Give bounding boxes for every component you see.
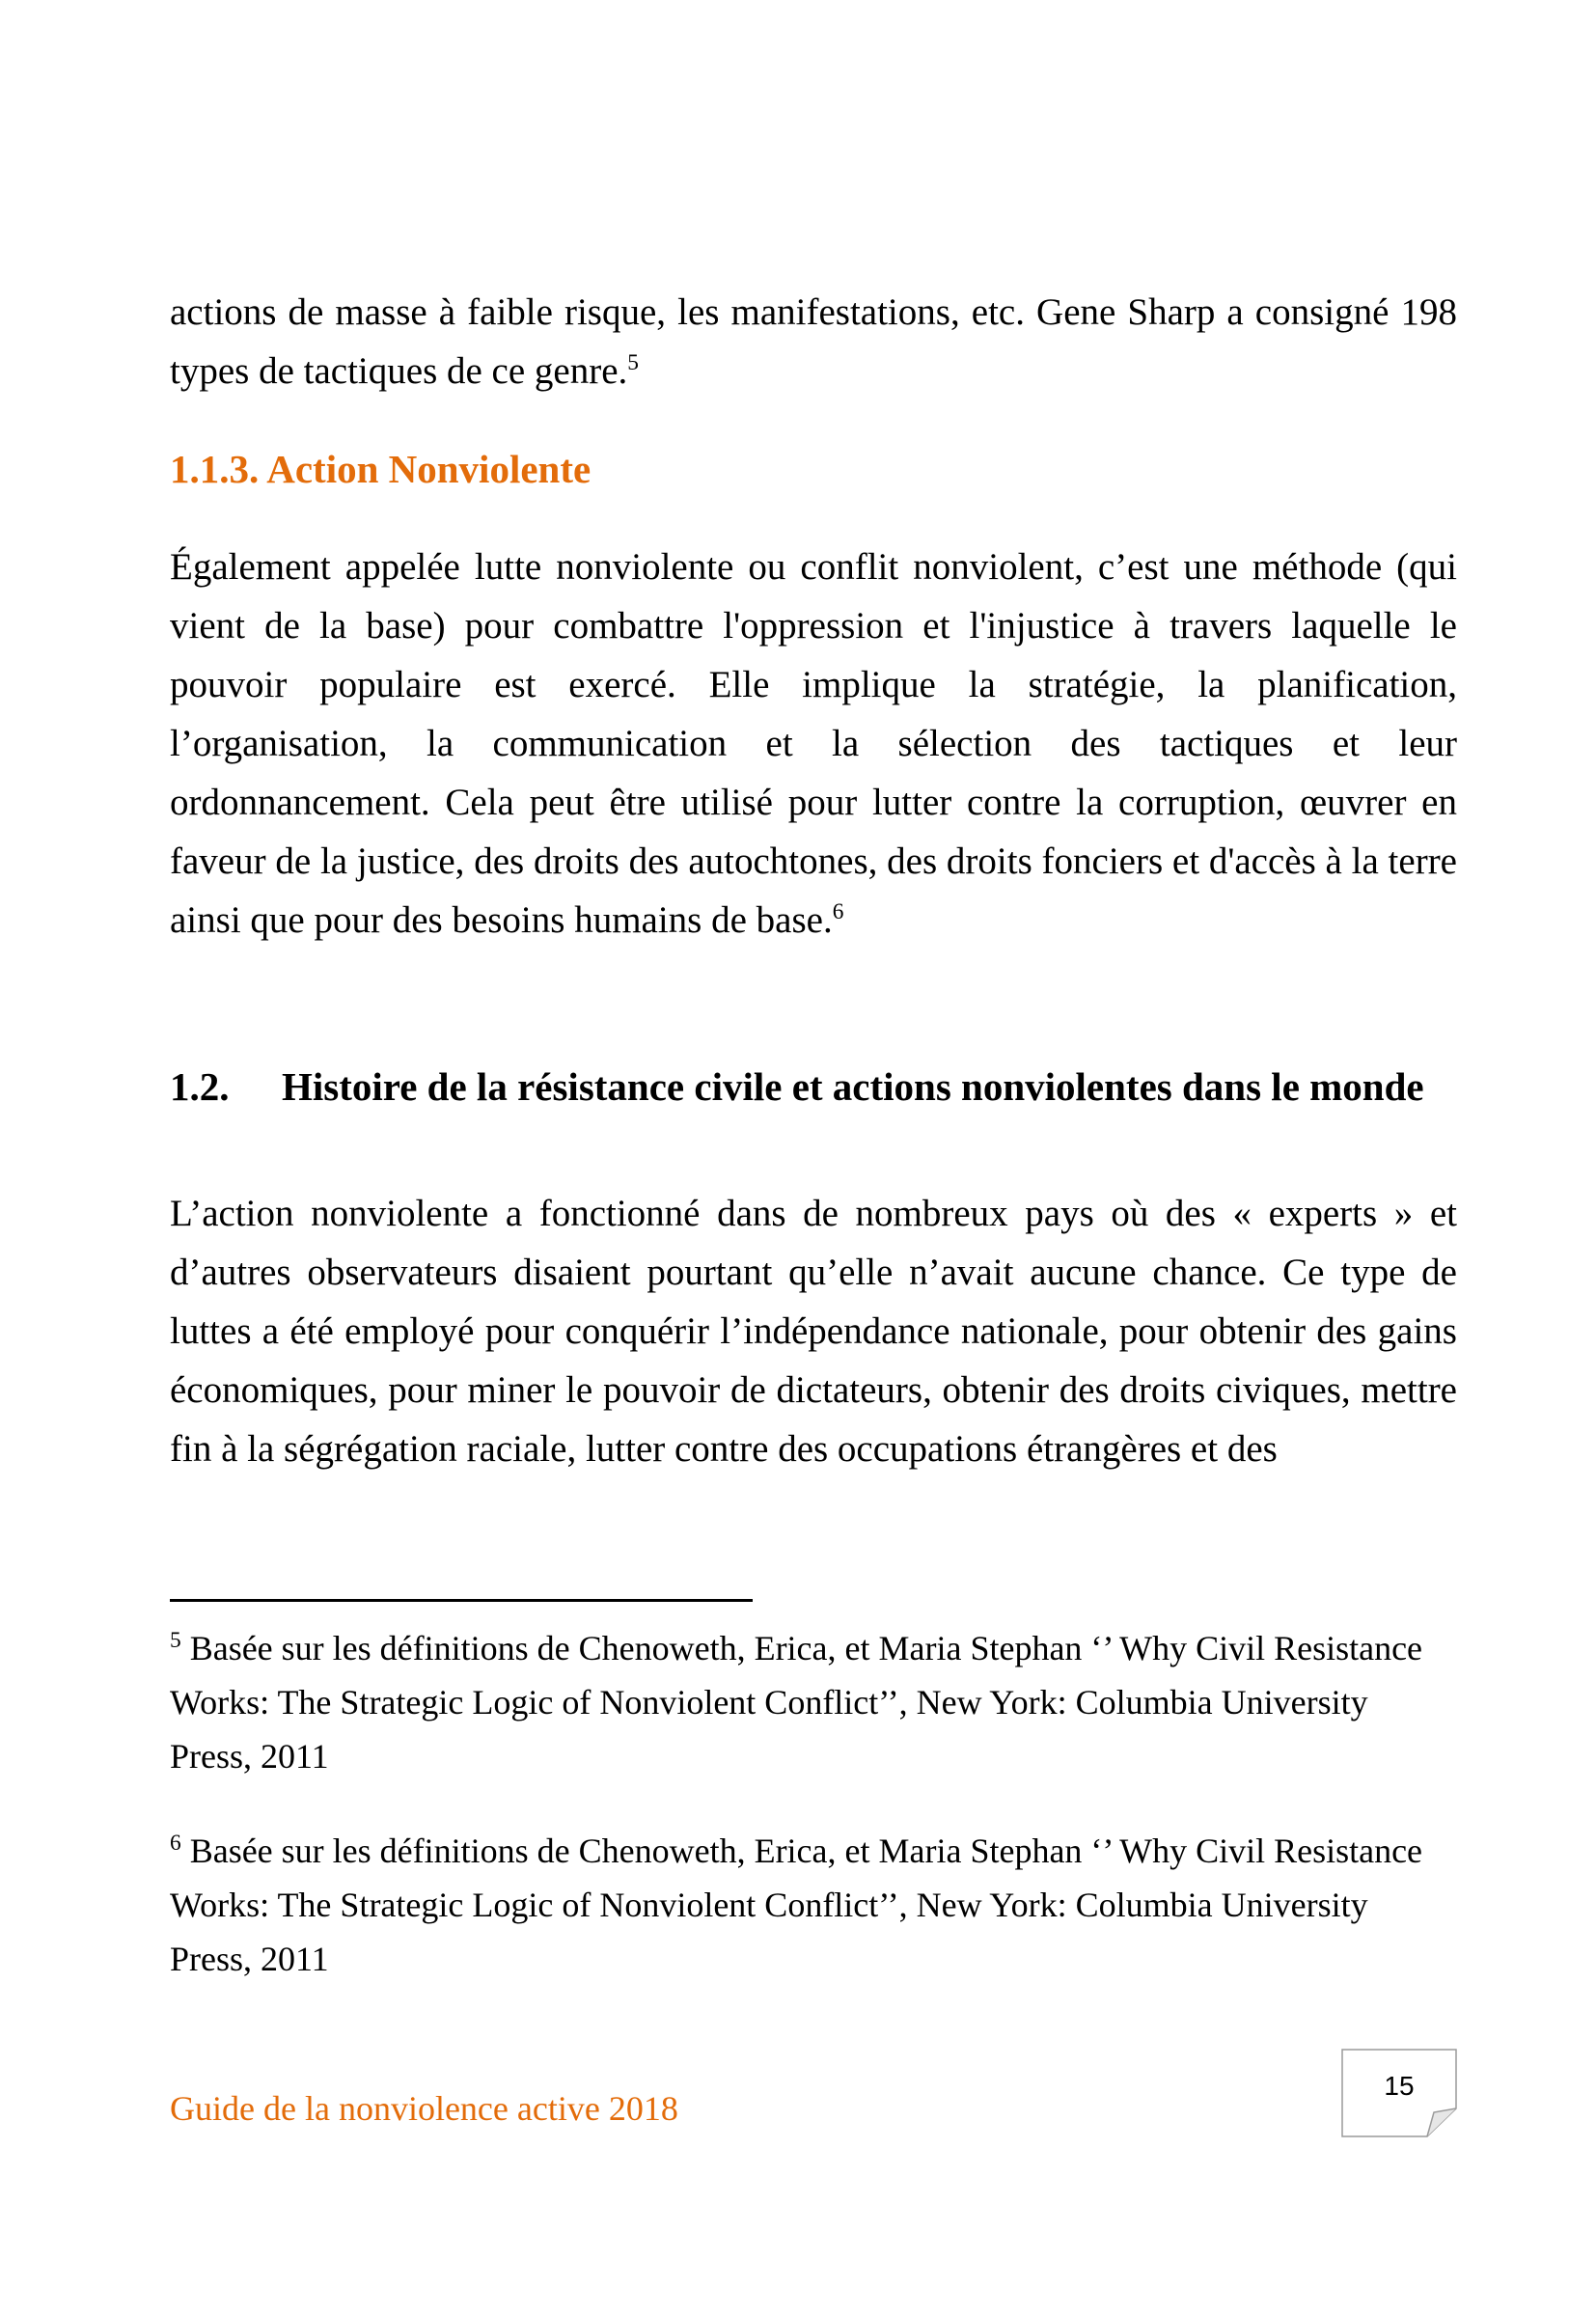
paragraph-top xyxy=(170,283,1457,400)
paragraph-histoire-text: L’action nonviolente a fonctionné dans de nombreux pays où des « experts » et d’autres observateurs disaient pourtant qu’elle n’avait aucune chance. Ce type de luttes a été employé pour conquérir l’indépendance nationale, pour obtenir des gains économiques, pour miner le pouvoir de dictateurs, obtenir des droits civiques, mettre fin à la ségrégation raciale, lutter contre des occupations étrangères et des xyxy=(170,1193,1457,1470)
section-number-1-2: 1.2. xyxy=(170,1064,230,1109)
footnote-ref-5[interactable]: 5 xyxy=(627,350,639,375)
paragraph-action-nonviolente xyxy=(170,537,1457,950)
section-heading-1-2 xyxy=(170,1058,1457,1116)
footnote-ref-6[interactable]: 6 xyxy=(832,899,844,924)
page-number: 15 xyxy=(1384,2071,1415,2101)
footnote-text-5: Basée sur les définitions de Chenoweth, Erica, et Maria Stephan ‘’ Why Civil Resistance Works: The Strategic Logic of Nonviolent Conflict’’, New York: Columbia University Press, 2011 xyxy=(170,1629,1423,1776)
paragraph-top-text: actions de masse à faible risque, les manifestations, etc. Gene Sharp a consigné 198 types de tactiques de ce genre. xyxy=(170,291,1457,392)
footnote-text-6: Basée sur les définitions de Chenoweth, Erica, et Maria Stephan ‘’ Why Civil Resistance Works: The Strategic Logic of Nonviolent Conflict’’, New York: Columbia University Press, 2011 xyxy=(170,1832,1423,1978)
footnote-separator xyxy=(170,1599,753,1602)
footnote-number-5: 5 xyxy=(170,1628,181,1653)
footer-title: Guide de la nonviolence active 2018 xyxy=(170,2089,678,2128)
paragraph-histoire xyxy=(170,1184,1457,1478)
footnote-number-6: 6 xyxy=(170,1831,181,1856)
section-heading-1-1-3: 1.1.3. Action Nonviolente xyxy=(170,447,592,491)
footnote-5 xyxy=(170,1621,1457,1783)
section-title-1-2: Histoire de la résistance civile et actions nonviolentes dans le monde xyxy=(282,1064,1424,1109)
page-number-box xyxy=(1341,2049,1457,2137)
footnote-6 xyxy=(170,1824,1457,1986)
paragraph-action-nonviolente-text: Également appelée lutte nonviolente ou conflit nonviolent, c’est une méthode (qui vient de la base) pour combattre l'oppression et l'injustice à travers laquelle le pouvoir populaire est exercé. Elle implique la stratégie, la planification, l’organisation, la communication et la sélection des tactiques et leur ordonnancement. Cela peut être utilisé pour lutter contre la corruption, œuvrer en faveur de la justice, des droits des autochtones, des droits fonciers et d'accès à la terre ainsi que pour des besoins humains de base. xyxy=(170,546,1457,941)
